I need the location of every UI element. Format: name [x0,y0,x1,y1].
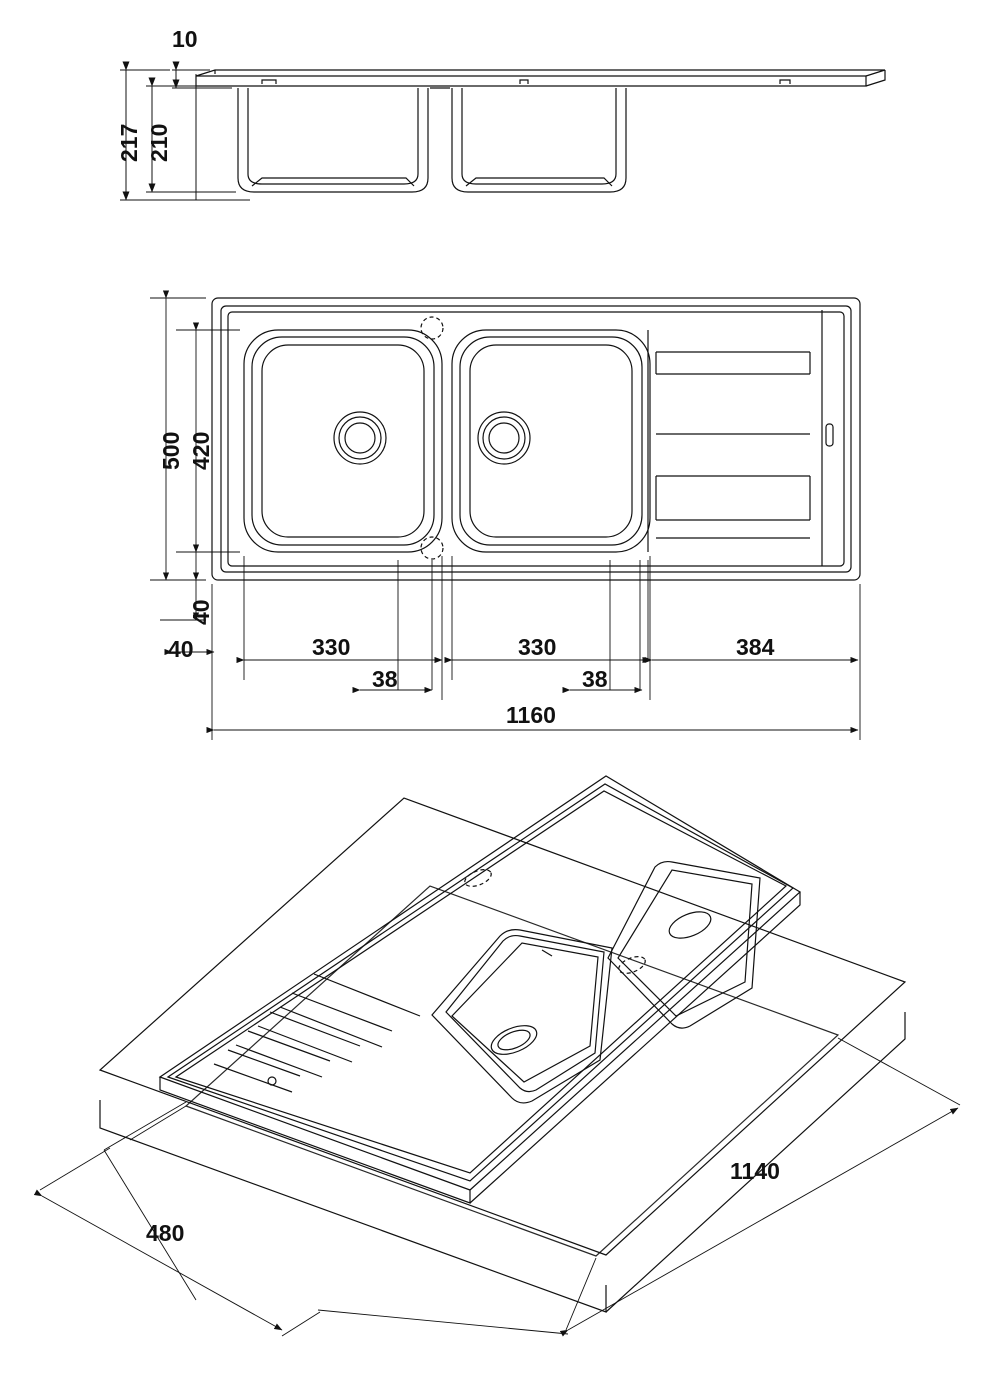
dim-cutout-depth: 480 [146,1220,185,1246]
isometric-dimension-lines [40,886,960,1336]
top-plan-dimension-lines [150,298,860,740]
dim-bowl-2-length: 330 [518,634,557,660]
dim-drainer-length: 384 [736,634,775,660]
dim-bowl-depth: 210 [146,123,172,162]
isometric-geometry [100,775,905,1312]
dim-bowl-width: 420 [188,431,214,470]
dim-edge-left: 40 [168,636,194,662]
dim-divider-2: 38 [582,666,608,692]
dim-bowl-1-length: 330 [312,634,351,660]
dim-overall-height: 217 [116,123,142,162]
dim-cutout-length: 1140 [730,1158,780,1184]
dim-rim-thickness: 10 [172,26,198,52]
dim-divider-1: 38 [372,666,398,692]
dim-overall-width: 500 [158,431,184,470]
dim-edge-bottom: 40 [188,599,214,625]
dim-overall-length: 1160 [506,702,556,728]
top-plan-geometry [212,298,860,580]
side-elevation-geometry [196,70,885,192]
